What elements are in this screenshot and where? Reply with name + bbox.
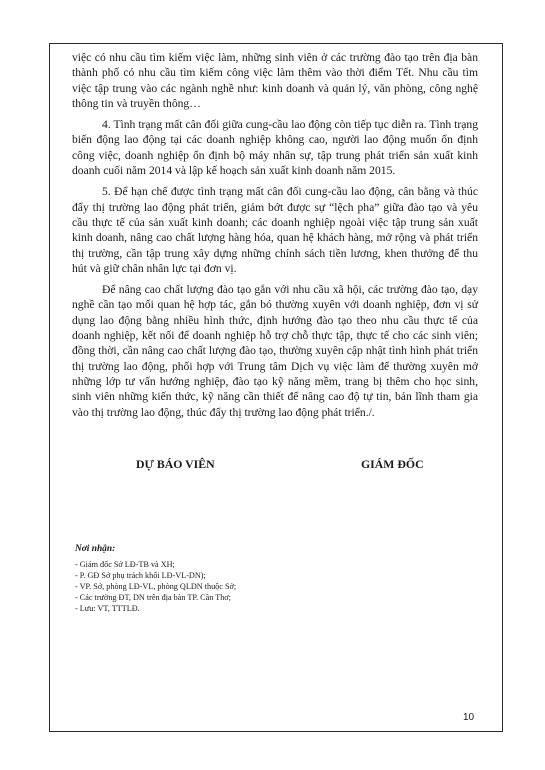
paragraph-point-4: 4. Tình trạng mất cân đối giữa cung-cầu lao động còn tiếp tục diễn ra. Tình trạng biến động lao động tại các doanh nghiệp không cao, người lao động muốn ổn định công việc, doanh nghiệp ổn định bộ máy nhân sự, tập trung phát triển sản xuất kinh doanh cuối năm 2014 và lập kế hoạch sản xuất kinh doanh năm 2015. [72, 118, 478, 178]
recipients-block [75, 543, 455, 614]
signature-director: GIÁM ĐỐC [361, 457, 424, 471]
paragraph-job-seekers: việc có nhu cầu tìm kiếm việc làm, những sinh viên ở các trường đào tạo trên địa bàn thành phố có nhu cầu tìm kiếm công việc làm thêm vào thời điểm Tết. Nhu cầu tìm việc tập trung vào các ngành nghề như: kinh doanh và quản lý, văn phòng, công nghệ thông tin và truyền thông… [72, 51, 478, 110]
recipient-item: - Các trường ĐT, DN trên địa bàn TP. Cần Thơ; [75, 593, 231, 603]
paragraph-training-quality: Để nâng cao chất lượng đào tạo gắn với nhu cầu xã hội, các trường đào tạo, dạy nghề cần tạo mối quan hệ hợp tác, gắn bó thường xuyên với doanh nghiệp, đơn vị sử dụng lao động bằng nhiều hình thức, định hướng đào tạo theo nhu cầu thực tế của doanh nghiệp, kết nối để doanh nghiệp hỗ trợ chỗ thực tập, thực tế cho các sinh viên; đồng thời, cần nâng cao chất lượng đào tạo, thường xuyên cập nhật tình hình phát triển thị trường lao động, phối hợp với Trung tâm Dịch vụ việc làm để thường xuyên mở những lớp tư vấn hướng nghiệp, đào tạo kỹ năng mềm, trang bị thêm cho học sinh, sinh viên những kiến thức, kỹ năng cần thiết để nâng cao độ tự tin, bản lĩnh tham gia vào thị trường lao động, thúc đẩy thị trường lao động phát triển./. [72, 283, 478, 419]
recipients-list [75, 559, 455, 614]
page-number: 10 [463, 712, 475, 723]
signature-block [72, 457, 478, 475]
recipient-item: - P. GĐ Sở phụ trách khối LĐ-VL-DN); [75, 571, 206, 581]
recipient-item: - VP. Sở, phòng LĐ-VL, phòng QLDN thuộc Sở; [75, 582, 237, 592]
paragraph-point-5: 5. Để hạn chế được tình trạng mất cân đối cung-cầu lao động, cân bằng và thúc đẩy thị trường lao động phát triển, giảm bớt được sự “lệch pha” giữa đào tạo và yêu cầu thực tế của sản xuất kinh doanh; các doanh nghiệp ngoài việc tập trung sản xuất kinh doanh, nâng cao chất lượng hàng hóa, quan hệ khách hàng, mở rộng và phát triển thị trường, cần tập trung xây dựng những chính sách tiền lương, khen thưởng để thu hút và giữ chân nhân lực tại đơn vị. [72, 185, 478, 275]
document-body [72, 50, 478, 426]
signature-forecaster: DỰ BÁO VIÊN [136, 457, 215, 471]
recipients-heading: Nơi nhận: [75, 544, 116, 554]
recipient-item: - Giám đốc Sở LĐ-TB và XH; [75, 560, 175, 569]
recipient-item: - Lưu: VT, TTTLĐ. [75, 604, 140, 614]
